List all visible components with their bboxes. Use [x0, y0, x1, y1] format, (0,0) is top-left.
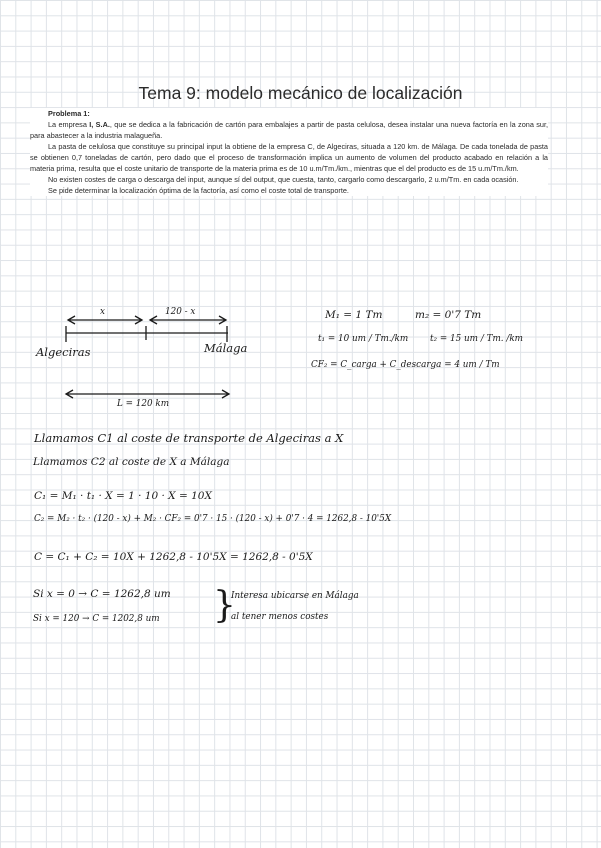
case-x-120: Si x = 120 → C = 1202,8 um — [33, 614, 160, 624]
equation-total: C = C₁ + C₂ = 10X + 1262,8 - 10'5X = 1262,8 - 0'5X — [34, 551, 313, 563]
fixed-cost: CF₂ = C_carga + C_descarga = 4 um / Tm — [311, 360, 500, 370]
paragraph-1-rest: , que se dedica a la fabricación de cartón para embalajes a partir de pasta celulosa, desea instalar una nueva factoría en la zona sur, para abastecer a la industria malagueña. — [30, 120, 549, 140]
case-x-zero: Si x = 0 → C = 1262,8 um — [33, 588, 171, 600]
mass-output: m₂ = 0'7 Tm — [415, 309, 482, 321]
mass-input: M₁ = 1 Tm — [325, 309, 383, 321]
city-algeciras: Algeciras — [36, 345, 91, 359]
total-distance-arrow — [66, 390, 229, 398]
segment-x-label: x — [100, 307, 105, 317]
tariff-output: t₂ = 15 um / Tm. /km — [430, 334, 524, 344]
tariff-input: t₁ = 10 um / Tm./km — [318, 334, 409, 344]
curly-brace-icon: } — [213, 585, 236, 626]
segment-rest-label: 120 - x — [165, 307, 196, 317]
problem-paragraph-3: No existen costes de carga o descarga del input, aunque sí del output, que cuesta, tanto, cargarlo como descargarlo, 2 u.m/Tm. en cada ocasión. — [48, 175, 519, 184]
segment-arrows — [68, 316, 226, 324]
note-c1-definition: Llamamos C1 al coste de transporte de Algeciras a X — [34, 431, 344, 445]
problem-paragraph-4: Se pide determinar la localización óptima de la factoría, así como el coste total de transporte. — [48, 186, 349, 195]
equation-c2: C₂ = M₂ · t₂ · (120 - x) + M₂ · CF₂ = 0'7 · 15 · (120 - x) + 0'7 · 4 = 1262,8 - 10'5X — [34, 514, 392, 524]
distance-label: L = 120 km — [117, 399, 170, 409]
equation-c1: C₁ = M₁ · t₁ · X = 1 · 10 · X = 10X — [34, 490, 212, 502]
conclusion-line-1: Interesa ubicarse en Málaga — [231, 591, 359, 601]
problem-paragraph-2: La pasta de celulosa que constituye su principal input la obtiene de la empresa C, de Algeciras, situada a 120 km. de Málaga. De cada tonelada de pasta se obtienen 0,7 toneladas de cartón, pero dado que el proceso de transformación implica un aumento de volumen del producto acabado en relación a la materia prima, resulta que el coste unitario de transporte de la materia prima es de 10 u.m/Tm./km., mientras que el del producto es de 15 u.m/Tm./km. — [30, 142, 548, 173]
city-malaga: Málaga — [204, 341, 248, 355]
problem-heading: Problema 1: — [48, 109, 90, 118]
page-title: Tema 9: modelo mecánico de localización — [138, 83, 463, 103]
note-c2-definition: Llamamos C2 al coste de X a Málaga — [33, 456, 230, 468]
conclusion-line-2: al tener menos costes — [231, 612, 329, 622]
company-name: I, S.A. — [89, 120, 110, 129]
paragraph-1-prefix: La empresa — [48, 120, 90, 129]
route-line — [66, 326, 228, 342]
